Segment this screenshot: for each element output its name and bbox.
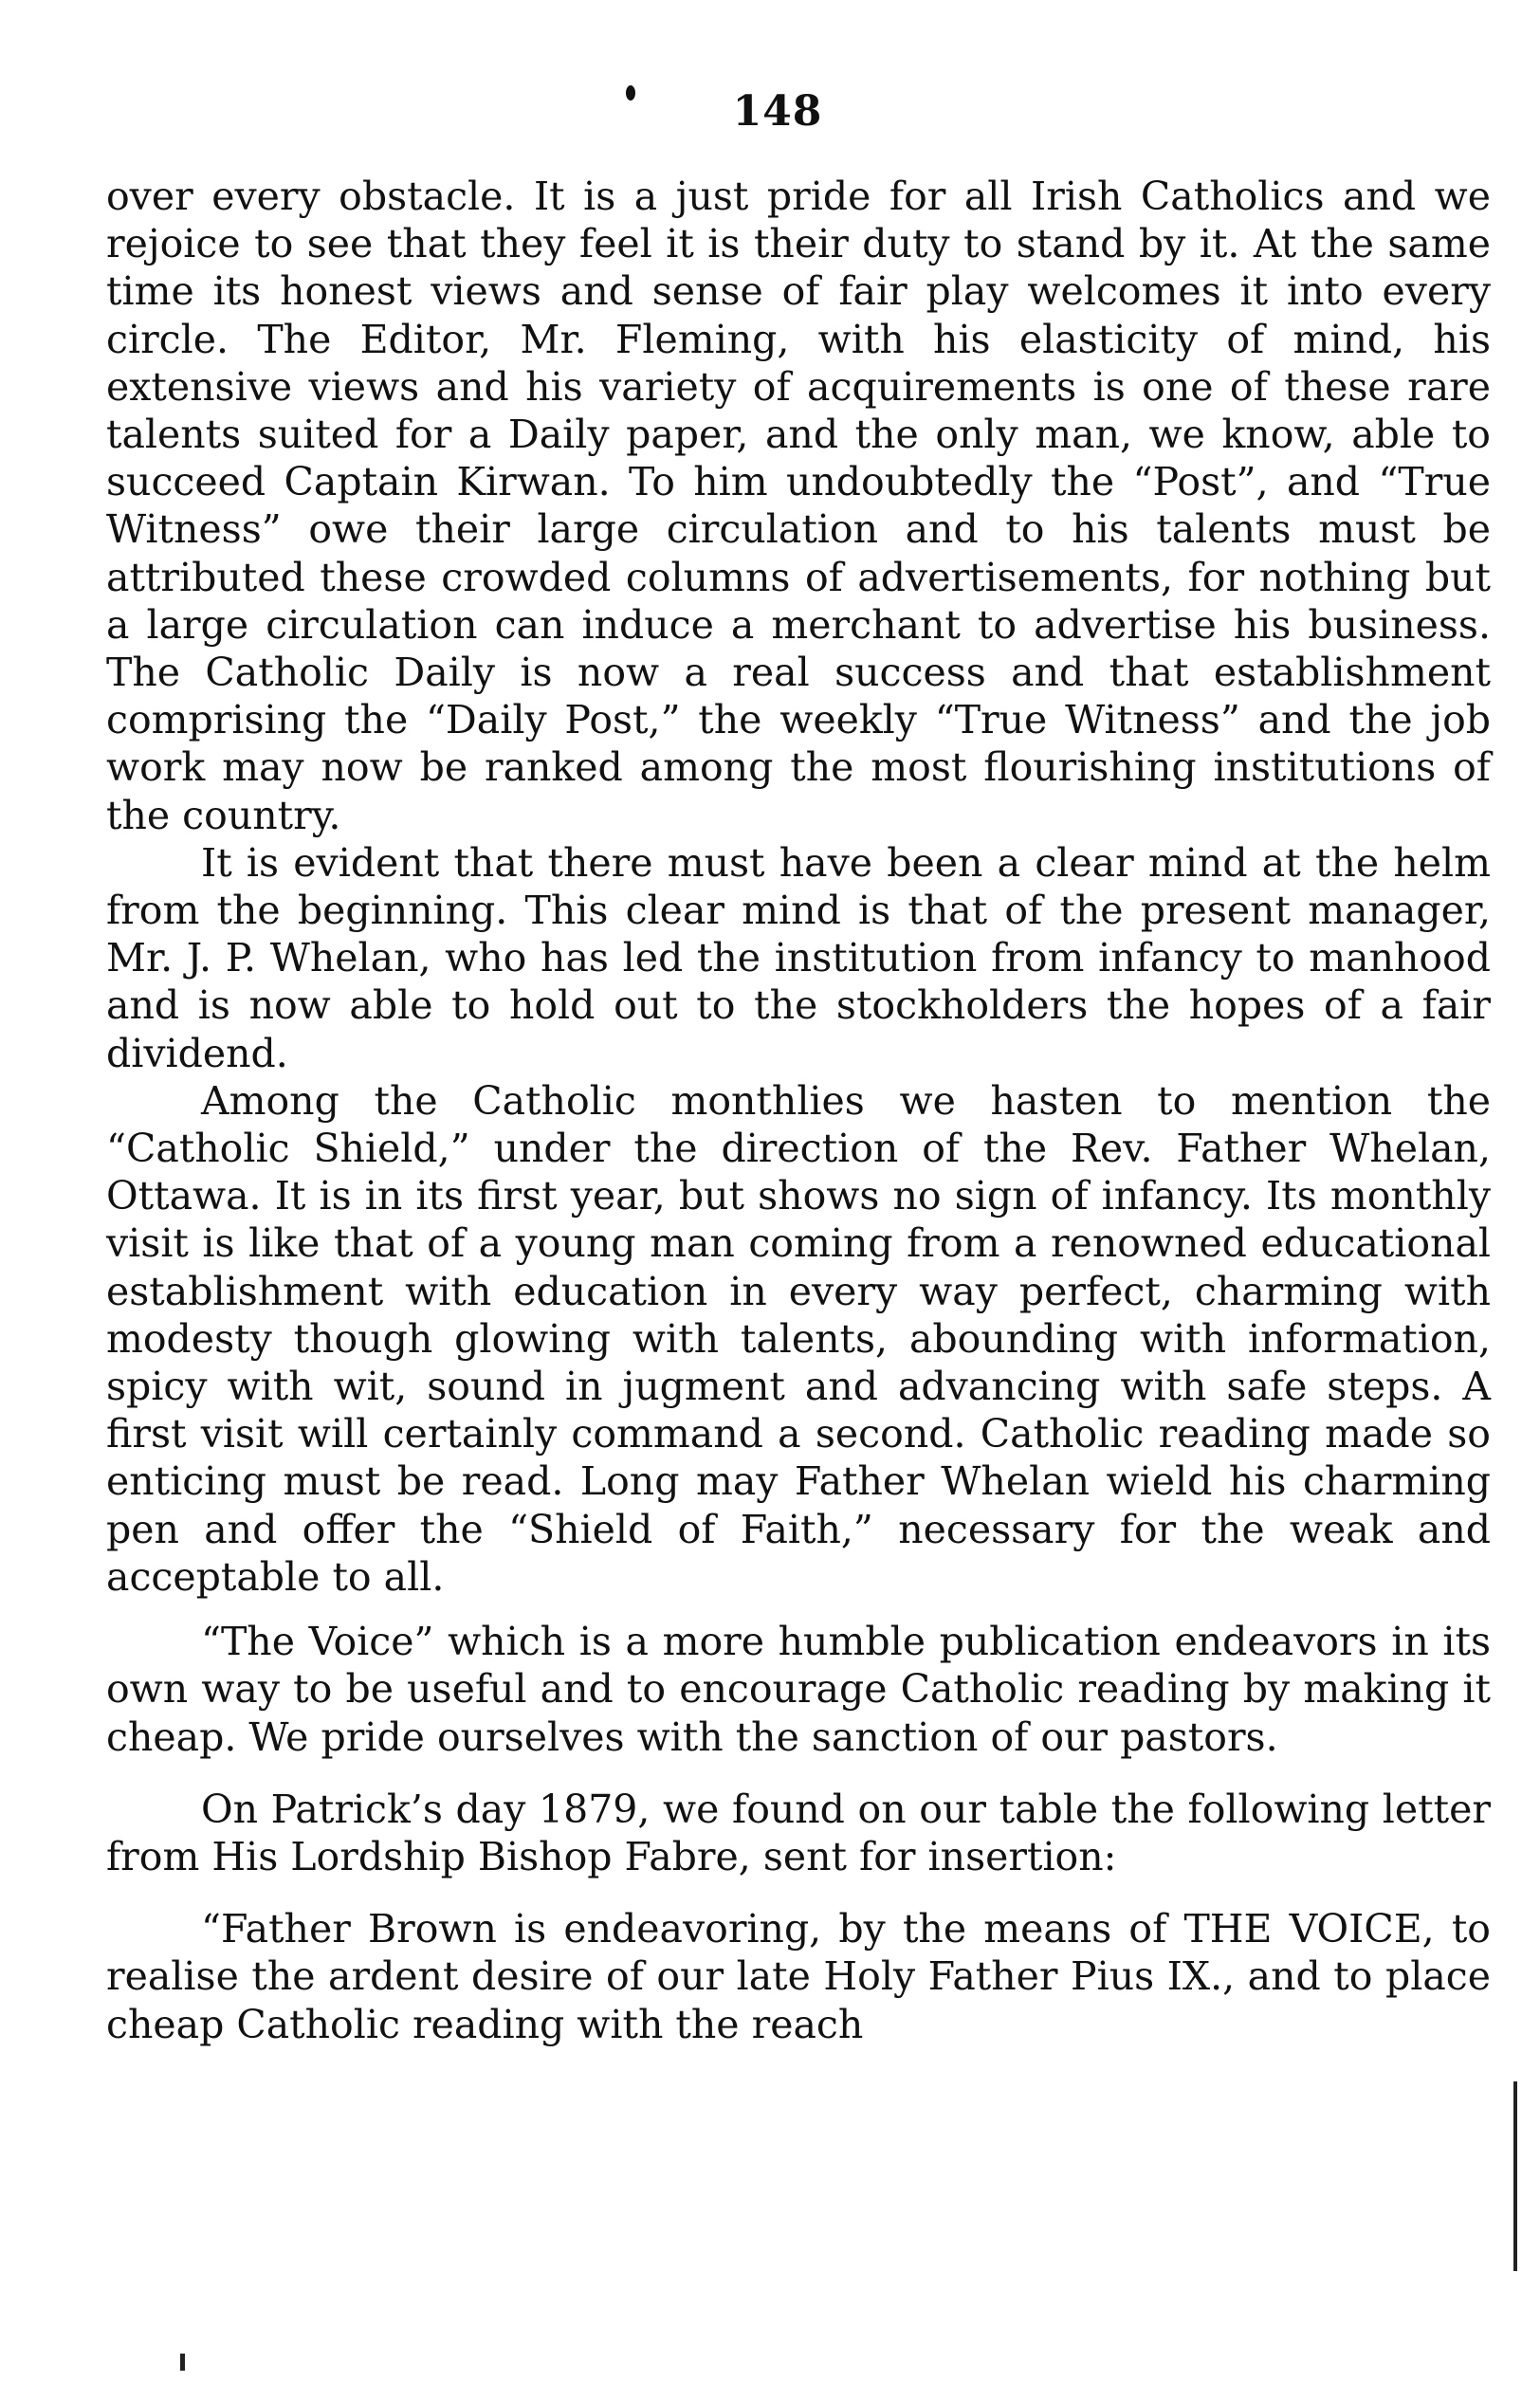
print-speck: [626, 85, 635, 101]
paragraph-quoted-letter: “Father Brown is endeavoring, by the means of THE VOICE, to realise the ardent desire of our late Holy Father Pius IX., and to place cheap Catholic reading with the reach: [106, 1906, 1491, 2047]
body-text: [106, 173, 1491, 2048]
paragraph-the-voice: “The Voice” which is a more humble publication endeavors in its own way to be useful and to encourage Catholic reading by making it cheap. We pride ourselves with the sanction of our pastors.: [106, 1619, 1491, 1760]
page-number: 148: [732, 87, 823, 136]
paragraph-manager: It is evident that there must have been a clear mind at the helm from the beginning. This clear mind is that of the present manager, Mr. J. P. Whelan, who has led the institution from infancy to manhood and is now able to hold out to the stockholders the hopes of a fair dividend.: [106, 839, 1491, 1076]
margin-rule: [1513, 2081, 1517, 2271]
paragraph-post-witness: over every obstacle. It is a just pride for all Irish Catholics and we rejoice to see that they feel it is their duty to stand by it. At the same time its honest views and sense of fair play welcomes it into every circle. The Editor, Mr. Fleming, with his elasticity of mind, his extensive views and his variety of acquirements is one of these rare talents suited for a Daily paper, and the only man, we know, able to succeed Captain Kirwan. To him undoubtedly the “Post”, and “True Witness” owe their large circulation and to his talents must be attributed these crowded columns of advertisements, for nothing but a large circulation can induce a merchant to advertise his business. The Catholic Daily is now a real success and that establishment comprising the “Daily Post,” the weekly “True Witness” and the job work may now be ranked among the most flourishing institutions of the country.: [106, 174, 1491, 838]
bottom-mark: [180, 2354, 185, 2371]
paragraph-bishop-letter-intro: On Patrick’s day 1879, we found on our table the following letter from His Lordship Bishop Fabre, sent for insertion:: [106, 1786, 1491, 1879]
paragraph-catholic-shield: Among the Catholic monthlies we hasten to mention the “Catholic Shield,” under the direction of the Rev. Father Whelan, Ottawa. It is in its first year, but shows no sign of infancy. Its monthly visit is like that of a young man coming from a renowned educational establishment with education in every way perfect, charming with modesty though glowing with talents, abounding with information, spicy with wit, sound in jugment and advancing with safe steps. A first visit will certainly command a second. Catholic reading made so enticing must be read. Long may Father Whelan wield his charming pen and offer the “Shield of Faith,” necessary for the weak and acceptable to all.: [106, 1077, 1491, 1600]
